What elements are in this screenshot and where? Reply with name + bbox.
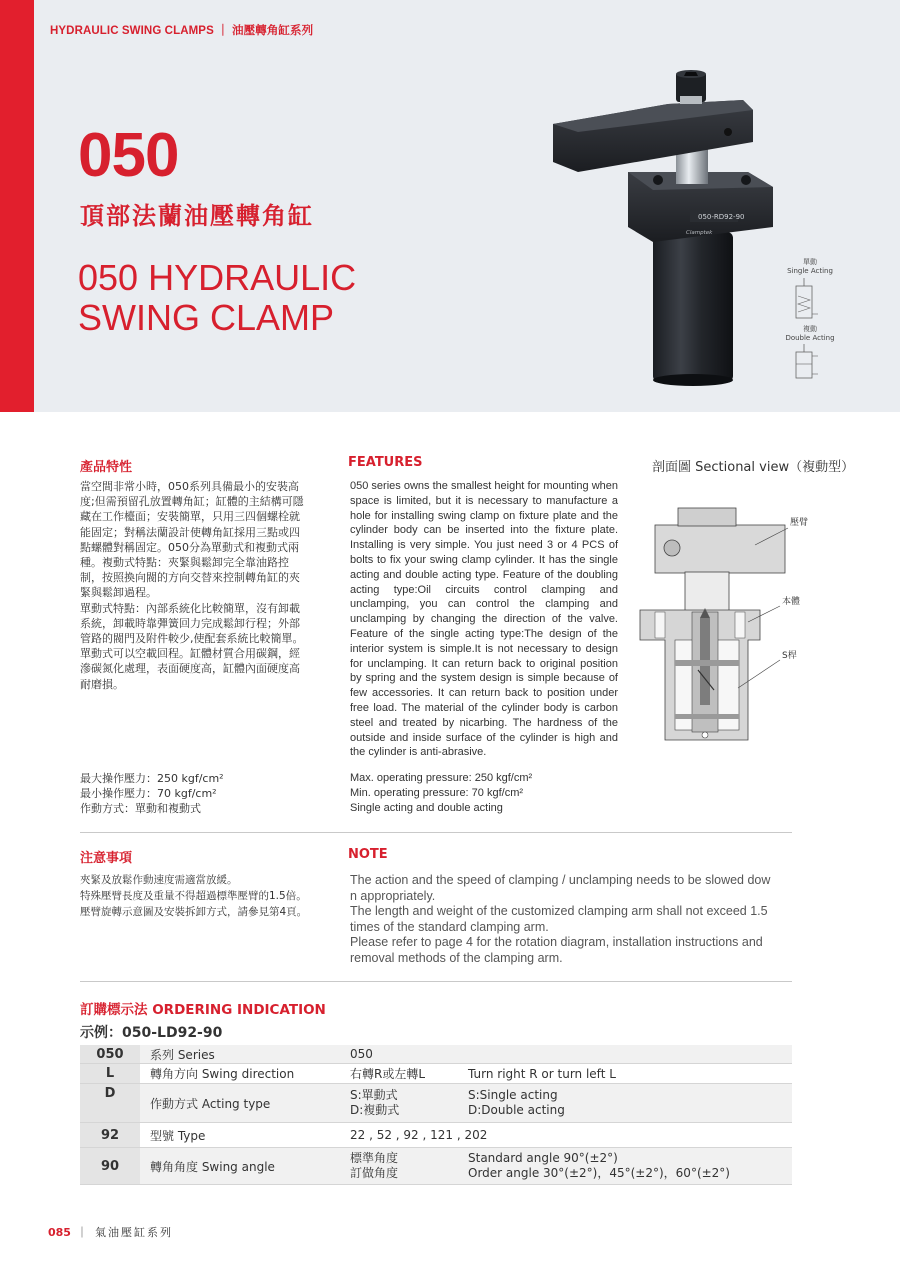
row-desc: 轉角角度 Swing angle bbox=[150, 1159, 275, 1174]
note-line: The length and weight of the customized clamping arm shall not exceed 1.5 bbox=[350, 904, 768, 919]
title-english-line-2: SWING CLAMP bbox=[78, 297, 335, 338]
features-zh-line: 管路的閥門及附件較少,使配套系統比較簡單。 bbox=[80, 632, 304, 646]
row-code: D bbox=[80, 1084, 140, 1122]
page-header: HYDRAULIC SWING CLAMPS ｜ 油壓轉角缸系列 bbox=[50, 25, 314, 37]
brand-mark: Clamptek bbox=[686, 230, 713, 236]
single-acting-symbol bbox=[792, 278, 820, 320]
accent-bar bbox=[0, 0, 34, 412]
title-english-line-1: 050 HYDRAULIC bbox=[78, 257, 357, 298]
features-zh-line: 制，按照換向閥的方向交替來控制轉角缸的夾 bbox=[80, 571, 300, 585]
note-line: removal methods of the clamping arm. bbox=[350, 950, 563, 965]
row-value bbox=[350, 1088, 468, 1118]
sectional-view-diagram bbox=[630, 500, 830, 750]
row-desc: 作動方式 Acting type bbox=[150, 1096, 271, 1111]
note-en-heading: NOTE bbox=[348, 847, 388, 862]
features-zh-specs bbox=[80, 771, 312, 817]
spec-line: 作動方式：單動和複動式 bbox=[80, 802, 201, 816]
table-row bbox=[80, 1045, 792, 1063]
footer-separator: ｜ bbox=[76, 1226, 90, 1239]
features-zh-line: 能固定；對稱法蘭設計使轉角缸採用三點或四 bbox=[80, 525, 300, 539]
features-zh-line: 藏在工作檯面；安裝簡單，只用三四個螺栓就 bbox=[80, 510, 300, 524]
row-desc: 轉角方向 Swing direction bbox=[150, 1067, 295, 1081]
note-line: times of the standard clamping arm. bbox=[350, 919, 549, 934]
note-line: 夾緊及放鬆作動速度需適當放緩。 bbox=[80, 874, 238, 886]
row-value-line: S:Single acting bbox=[468, 1088, 558, 1102]
row-code: 90 bbox=[80, 1148, 140, 1184]
features-en-body: 050 series owns the smallest height for mounting when space is limited, but it is necessary to manufacture a hole for installing swing clamp on fixture plate and the cylinder body can be inserted into the fixture plate. Installing is very simple. You just need 3 or 4 PCS of bolts to fix your swing clamp cylinder. It has the single acting and double acting type. Feature of the doubling acting type:Oil circuits control clamping and unclamping, you can control the clamping and unclamping by changing the direction of the valve. Feature of the single acting type:The design of the interior system is simple.It is not necessary to design for unclamping. It can return back to original position by spring and the system design is simple because of few accessories. It can return back to position under free load. The material of the cylinder body is carbon steel and treated by nicarbing. The hardness of the outside and inside surface of the cylinder is high and the cylinder is anti-abrasive. bbox=[350, 480, 618, 759]
label-arm: 壓臂 bbox=[790, 518, 809, 528]
features-zh-line: 緊與鬆卸過程。 bbox=[80, 586, 157, 600]
row-value: 右轉R或左轉L bbox=[350, 1067, 426, 1081]
features-zh-line: 系統，卸載時靠彈簧回力完成鬆卸行程；外部 bbox=[80, 616, 300, 630]
features-zh-line: 滲碳氮化處理，表面硬度高，缸體內面硬度高 bbox=[80, 662, 300, 676]
row-divider bbox=[80, 1184, 792, 1185]
footer-series: 氣油壓缸系列 bbox=[94, 1226, 173, 1239]
divider bbox=[80, 981, 792, 982]
table-row bbox=[80, 1064, 792, 1083]
spec-line: 最小操作壓力：70 kgf/cm² bbox=[80, 787, 217, 801]
label-body: 本體 bbox=[782, 597, 801, 607]
double-acting-zh: 複動 bbox=[803, 325, 817, 333]
row-value-line: 訂做角度 bbox=[350, 1166, 399, 1180]
row-value-line: Order angle 30°(±2°)，45°(±2°)，60°(±2°) bbox=[468, 1166, 730, 1180]
single-acting-zh: 單動 bbox=[803, 258, 817, 266]
divider bbox=[80, 832, 792, 833]
features-zh-heading: 產品特性 bbox=[80, 460, 133, 475]
row-code: L bbox=[80, 1064, 140, 1083]
features-zh-line: 點螺體對稱固定。050分為單動式和複動式兩 bbox=[80, 540, 299, 554]
product-label: 050-RD92-90 bbox=[698, 213, 745, 221]
features-zh-line: 單動式特點：內部系統化比較簡單，沒有卸載 bbox=[80, 601, 300, 615]
features-en-specs bbox=[350, 771, 618, 815]
row-desc: 型號 Type bbox=[150, 1128, 206, 1143]
note-line: n appropriately. bbox=[350, 888, 436, 903]
note-zh-heading: 注意事項 bbox=[80, 851, 133, 866]
double-acting-en: Double Acting bbox=[785, 334, 835, 342]
features-zh-line: 單動式可以空載回程。缸體材質合用碳鋼，經 bbox=[80, 647, 300, 661]
product-photo bbox=[548, 62, 788, 392]
table-row bbox=[80, 1084, 792, 1122]
ordering-example: 示例：050-LD92-90 bbox=[80, 1025, 223, 1041]
row-value-line: 標準角度 bbox=[350, 1151, 399, 1165]
table-row bbox=[80, 1123, 792, 1147]
title-english bbox=[78, 258, 356, 338]
row-value: 22 , 52 , 92 , 121 , 202 bbox=[350, 1128, 488, 1142]
page-footer bbox=[48, 1224, 173, 1240]
row-code: 92 bbox=[80, 1123, 140, 1147]
note-line: 特殊壓臂長度及重量不得超過標準壓臂的1.5倍。 bbox=[80, 890, 307, 902]
single-acting-en: Single Acting bbox=[787, 267, 833, 275]
row-value: 050 bbox=[350, 1047, 373, 1061]
spec-line: Single acting and double acting bbox=[350, 801, 503, 814]
features-zh-line: 當空間非常小時，050系列具備最小的安裝高 bbox=[80, 480, 299, 493]
title-chinese: 頂部法蘭油壓轉角缸 bbox=[80, 202, 314, 230]
model-number: 050 bbox=[78, 121, 179, 190]
spec-line: Max. operating pressure: 250 kgf/cm² bbox=[350, 772, 533, 784]
row-value-en: Turn right R or turn left L bbox=[468, 1066, 616, 1081]
row-value-line: Standard angle 90°(±2°) bbox=[468, 1151, 618, 1165]
row-value bbox=[350, 1151, 468, 1181]
row-value-en bbox=[468, 1088, 792, 1118]
ordering-table bbox=[80, 1045, 792, 1185]
spec-line: 最大操作壓力：250 kgf/cm² bbox=[80, 772, 224, 785]
features-zh-body bbox=[80, 479, 312, 692]
note-line: 壓臂旋轉示意圖及安裝拆卸方式，請參見第4頁。 bbox=[80, 906, 308, 918]
features-zh-line: 種。複動式特點：夾緊與鬆卸完全靠油路控 bbox=[80, 556, 289, 570]
note-en-body bbox=[350, 873, 800, 967]
note-line: The action and the speed of clamping / unclamping needs to be slowed dow bbox=[350, 873, 771, 887]
row-value-line: D:複動式 bbox=[350, 1103, 400, 1117]
label-rod: S桿 bbox=[782, 651, 797, 661]
ordering-title: 訂購標示法 ORDERING INDICATION bbox=[80, 1002, 326, 1018]
features-en-heading: FEATURES bbox=[348, 455, 423, 470]
note-line: Please refer to page 4 for the rotation diagram, installation instructions and bbox=[350, 935, 763, 950]
table-row bbox=[80, 1148, 792, 1184]
row-value-line: D:Double acting bbox=[468, 1103, 565, 1117]
spec-line: Min. operating pressure: 70 kgf/cm² bbox=[350, 786, 524, 799]
row-value-en bbox=[468, 1151, 792, 1181]
row-value-line: S:單動式 bbox=[350, 1088, 398, 1102]
features-zh-line: 耐磨損。 bbox=[80, 677, 124, 691]
row-code: 050 bbox=[80, 1045, 140, 1063]
page-number: 085 bbox=[48, 1226, 71, 1239]
double-acting-symbol bbox=[792, 344, 820, 380]
note-zh-body bbox=[80, 872, 307, 920]
features-zh-line: 度;但需預留孔放置轉角缸；缸體的主結構可隱 bbox=[80, 495, 304, 509]
row-desc: 系列 Series bbox=[150, 1047, 215, 1062]
sectional-view-title: 剖面圖 Sectional view（複動型） bbox=[652, 460, 855, 475]
